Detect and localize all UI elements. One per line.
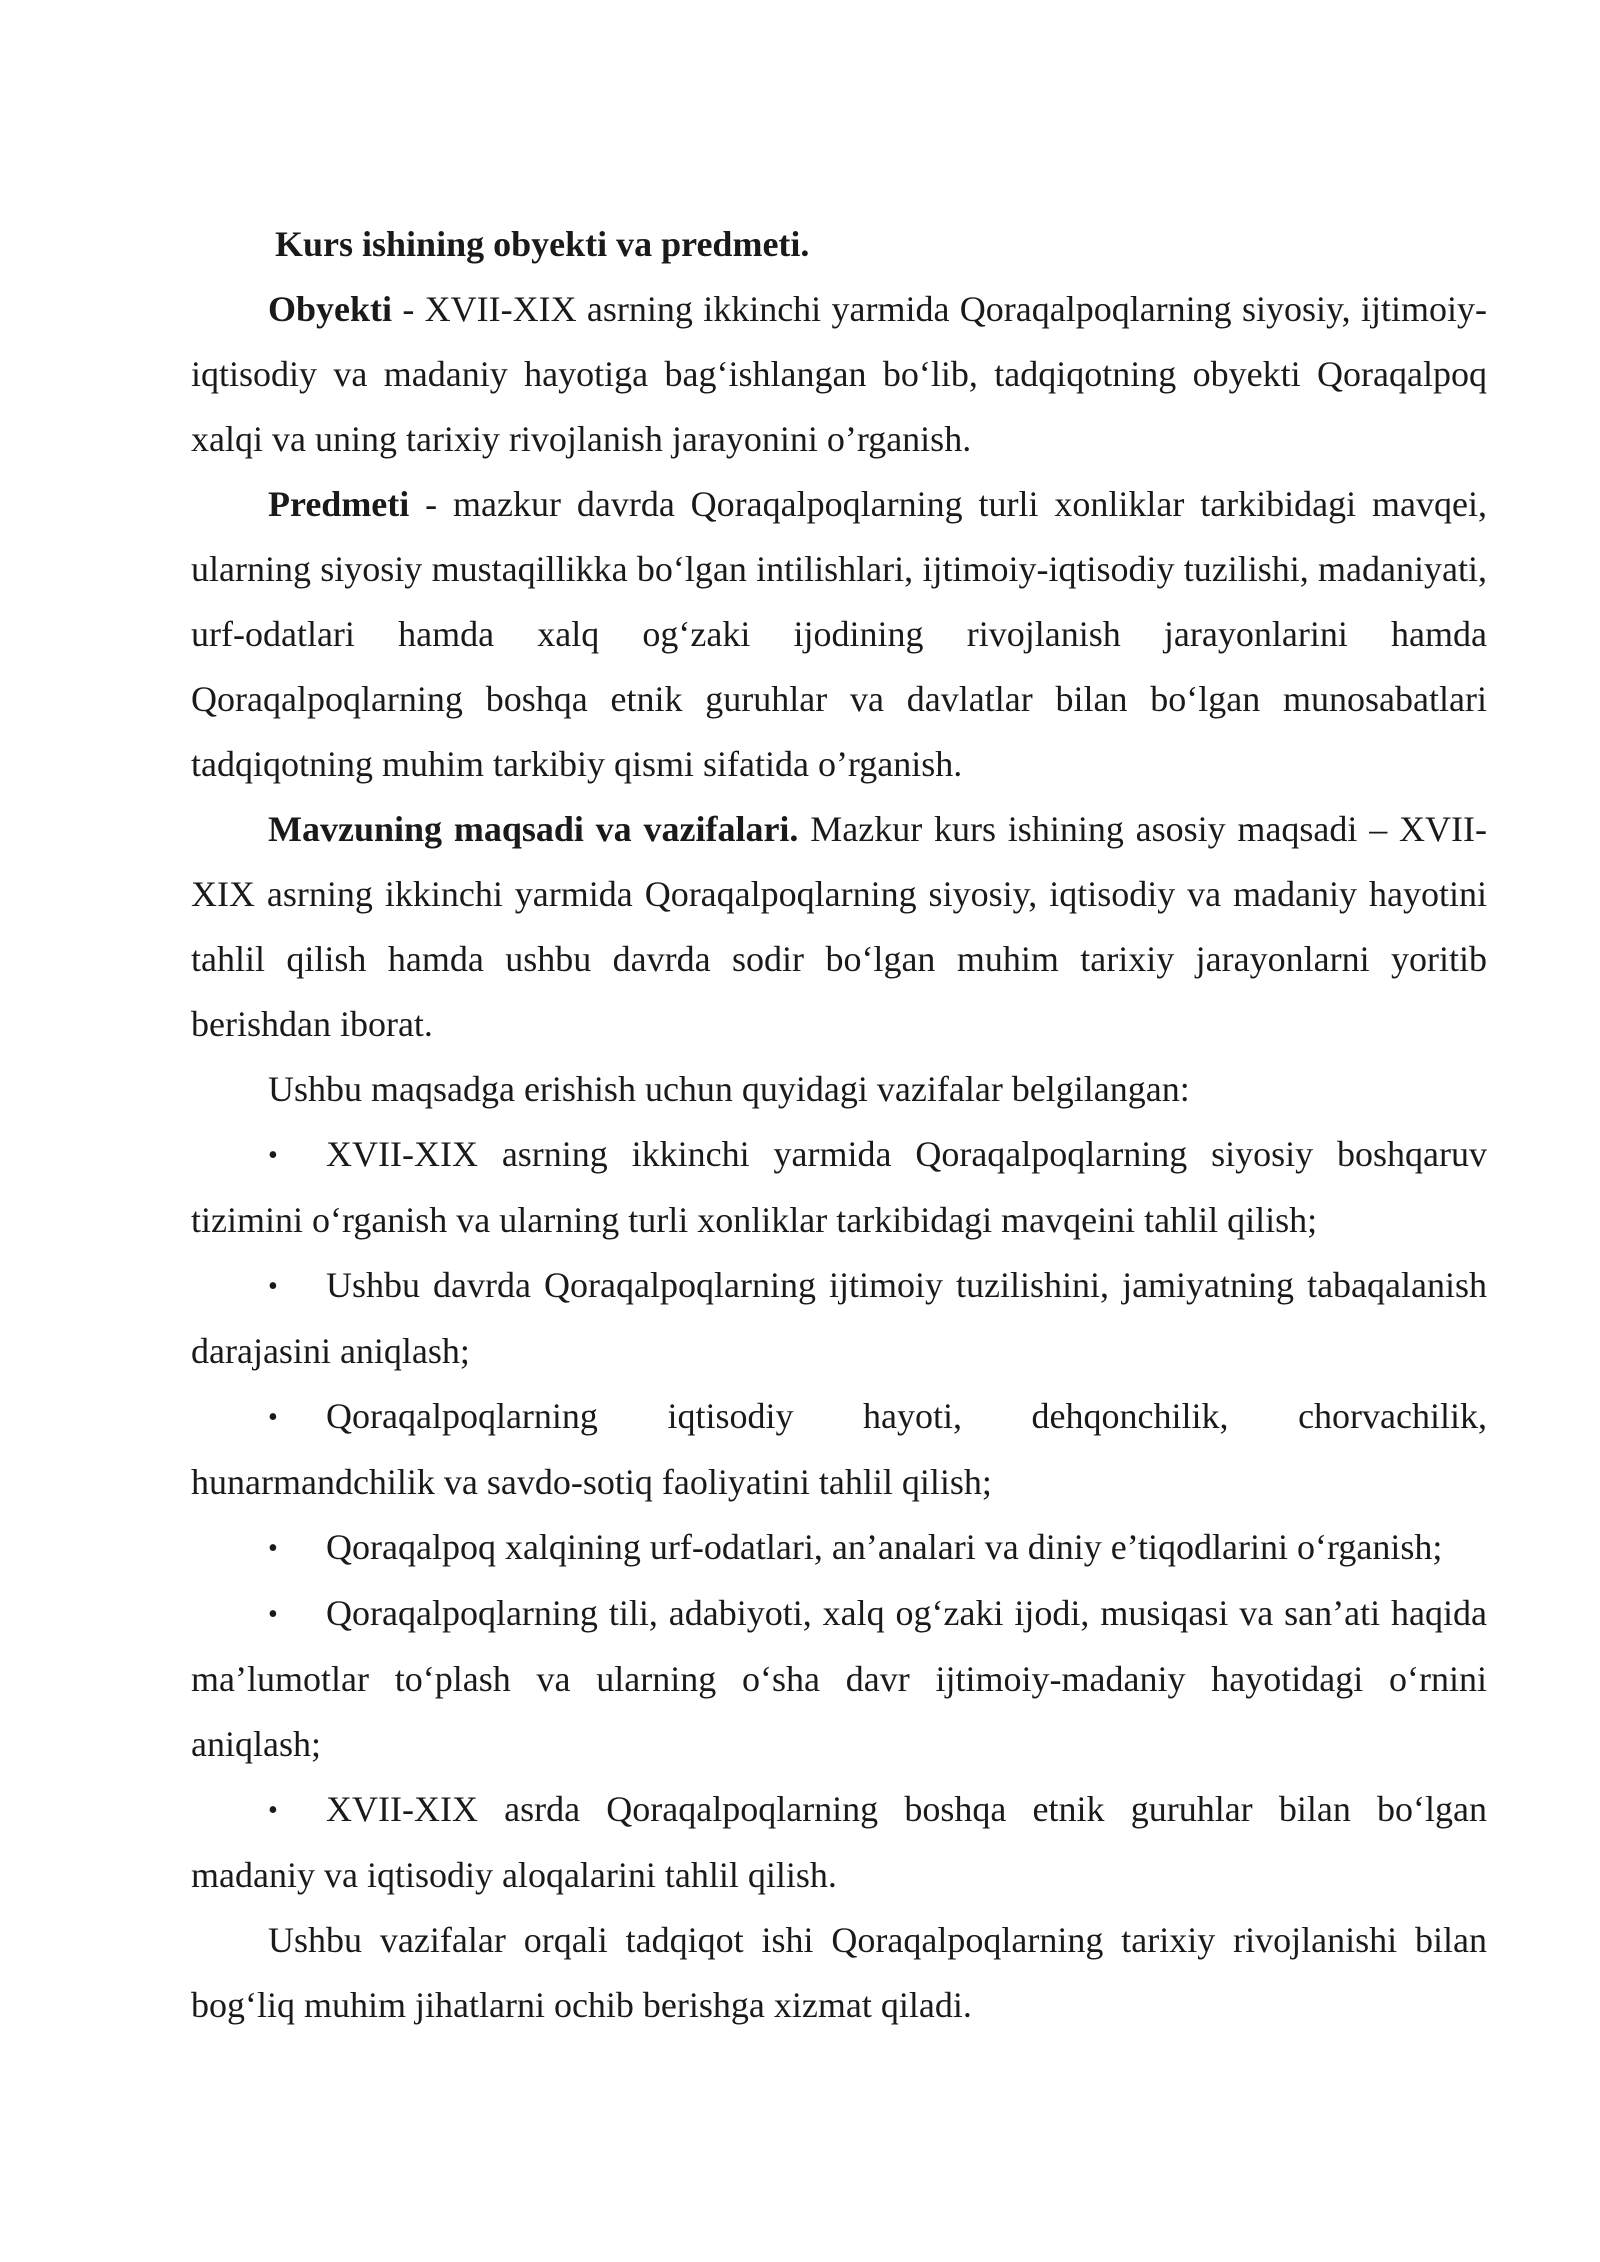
- bullet-icon: •: [268, 1271, 278, 1302]
- maqsad-text: Mazkur kurs ishining asosiy maqsadi – XVII-XIX asrning ikkinchi yarmida Qoraqalpoqlarning siyosiy, iqtisodiy va madaniy hayotini tahlil qilish hamda ushbu davrda sodir bo‘lgan muhim tarixiy jarayonlarni yoritib berishdan iborat.: [191, 809, 1487, 1044]
- maqsad-paragraph: [191, 797, 1487, 1057]
- bullet-icon: •: [268, 1795, 278, 1826]
- task-text: XVII-XIX asrda Qoraqalpoqlarning boshqa etnik guruhlar bilan bo‘lgan madaniy va iqtisodiy aloqalarini tahlil qilish.: [191, 1789, 1487, 1895]
- task-item: [191, 1384, 1487, 1515]
- bullet-icon: •: [268, 1599, 278, 1630]
- section-heading: Kurs ishining obyekti va predmeti.: [275, 224, 810, 264]
- obyekti-text: - XVII-XIX asrning ikkinchi yarmida Qoraqalpoqlarning siyosiy, ijtimoiy-iqtisodiy va madaniy hayotiga bag‘ishlangan bo‘lib, tadqiqotning obyekti Qoraqalpoq xalqi va uning tarixiy rivojlanish jarayonini o’rganish.: [191, 289, 1487, 459]
- conclusion-paragraph: Ushbu vazifalar orqali tadqiqot ishi Qoraqalpoqlarning tarixiy rivojlanishi bilan bog‘liq muhim jihatlarni ochib berishga xizmat qiladi.: [191, 1920, 1487, 2025]
- maqsad-label: Mavzuning maqsadi va vazifalari.: [268, 809, 799, 849]
- predmeti-label: Predmeti: [268, 484, 410, 524]
- bullet-icon: •: [268, 1402, 278, 1433]
- task-item: [191, 1581, 1487, 1777]
- task-item: [191, 1253, 1487, 1384]
- tasks-intro: Ushbu maqsadga erishish uchun quyidagi vazifalar belgilangan:: [268, 1069, 1190, 1109]
- bullet-icon: •: [268, 1533, 278, 1564]
- task-text: Qoraqalpoqlarning iqtisodiy hayoti, dehqonchilik, chorvachilik, hunarmandchilik va savdo-sotiq faoliyatini tahlil qilish;: [191, 1396, 1487, 1502]
- task-item: [191, 1777, 1487, 1908]
- task-item: [191, 1515, 1487, 1581]
- task-text: XVII-XIX asrning ikkinchi yarmida Qoraqalpoqlarning siyosiy boshqaruv tizimini o‘rganish va ularning turli xonliklar tarkibidagi mavqeini tahlil qilish;: [191, 1134, 1487, 1240]
- obyekti-label: Obyekti: [268, 289, 393, 329]
- predmeti-text: - mazkur davrda Qoraqalpoqlarning turli xonliklar tarkibidagi mavqei, ularning siyosiy mustaqillikka bo‘lgan intilishlari, ijtimoiy-iqtisodiy tuzilishi, madaniyati, urf-odatlari hamda xalq og‘zaki ijodining rivojlanish jarayonlarini hamda Qoraqalpoqlarning boshqa etnik guruhlar va davlatlar bilan bo‘lgan munosabatlari tadqiqotning muhim tarkibiy qismi sifatida o’rganish.: [191, 484, 1487, 784]
- predmeti-paragraph: [191, 472, 1487, 797]
- task-text: Qoraqalpoqlarning tili, adabiyoti, xalq og‘zaki ijodi, musiqasi va san’ati haqida ma’lumotlar to‘plash va ularning o‘sha davr ijtimoiy-madaniy hayotidagi o‘rnini aniqlash;: [191, 1593, 1487, 1764]
- task-text: Ushbu davrda Qoraqalpoqlarning ijtimoiy tuzilishini, jamiyatning tabaqalanish darajasini aniqlash;: [191, 1265, 1487, 1371]
- obyekti-paragraph: [191, 277, 1487, 472]
- bullet-icon: •: [268, 1140, 278, 1171]
- document-page: [191, 212, 1487, 2038]
- task-item: [191, 1122, 1487, 1253]
- task-text: Qoraqalpoq xalqining urf-odatlari, an’analari va diniy e’tiqodlarini o‘rganish;: [326, 1527, 1443, 1567]
